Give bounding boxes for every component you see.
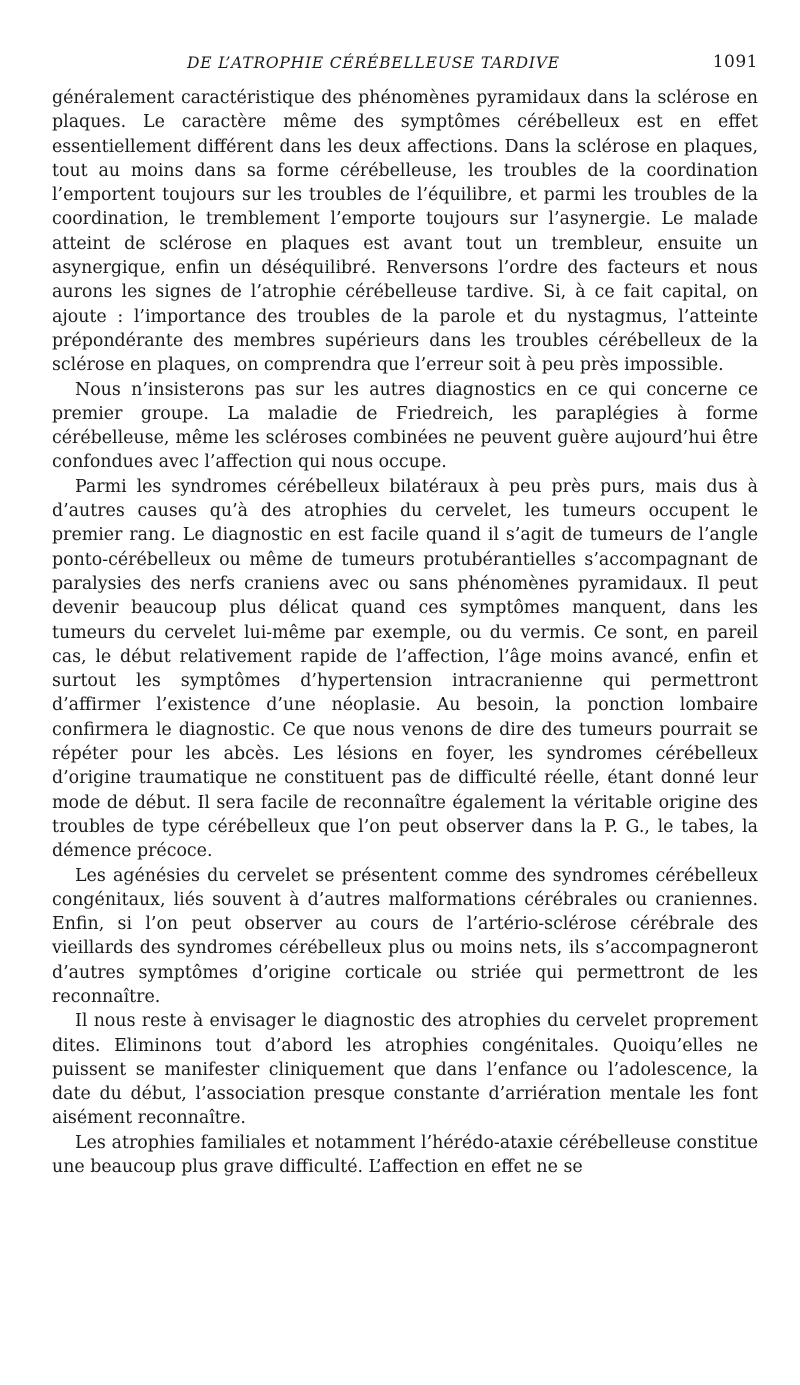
paragraph: Les agénésies du cervelet se présentent comme des syndromes cérébelleux congénitaux, liés souvent à d’autres malformations cérébrales ou craniennes. Enfin, si l’on peut observer au cours de l’artério-sclérose cérébrale des vieillards des syndromes cérébelleux plus ou moins nets, ils s’accompagneront d’autres symptômes d’origine corticale ou striée qui permettront de les reconnaître.	[52, 865, 758, 1007]
page-number: 1091	[712, 52, 758, 72]
running-head	[52, 48, 758, 78]
running-title: DE L’ATROPHIE CÉRÉBELLEUSE TARDIVE	[187, 54, 560, 72]
paragraph: Nous n’insisterons pas sur les autres diagnostics en ce qui concerne ce premier groupe. La maladie de Friedreich, les paraplégies à forme cérébelleuse, même les scléroses combinées ne peuvent guère aujourd’hui être confondues avec l’affection qui nous occupe.	[52, 379, 758, 473]
body-text	[52, 86, 758, 1179]
paragraph: généralement caractéristique des phénomènes pyramidaux dans la sclérose en plaques. Le caractère même des symptômes cérébelleux est en effet essentiellement différent dans les deux affections. Dans la sclérose en plaques, tout au moins dans sa forme cérébelleuse, les troubles de la coordination l’emportent toujours sur les troubles de l’équilibre, et parmi les troubles de la coordination, le tremblement l’emporte toujours sur l’asynergie. Le malade atteint de sclérose en plaques est avant tout un trembleur, ensuite un asynergique, enfin un déséquilibré. Renversons l’ordre des facteurs et nous aurons les signes de l’atrophie cérébelleuse tardive. Si, à ce fait capital, on ajoute : l’importance des troubles de la parole et du nystagmus, l’atteinte prépondérante des membres supérieurs dans les troubles cérébelleux de la sclérose en plaques, on comprendra que l’erreur soit à peu près impossible.	[52, 88, 758, 376]
book-page	[52, 48, 758, 1179]
paragraph: Les atrophies familiales et notamment l’hérédo-ataxie cérébelleuse constitue une beaucoup plus grave difficulté. L’affection en effet ne se	[52, 1132, 758, 1178]
paragraph: Il nous reste à envisager le diagnostic des atrophies du cervelet proprement dites. Eliminons tout d’abord les atrophies congénitales. Quoiqu’elles ne puissent se manifester cliniquement que dans l’enfance ou l’adolescence, la date du début, l’association presque constante d’arriération mentale les font aisément reconnaître.	[52, 1011, 758, 1129]
paragraph: Parmi les syndromes cérébelleux bilatéraux à peu près purs, mais dus à d’autres causes qu’à des atrophies du cervelet, les tumeurs occupent le premier rang. Le diagnostic en est facile quand il s’agit de tumeurs de l’angle ponto-cérébelleux ou même de tumeurs protubérantielles s’accompagnant de paralysies des nerfs craniens avec ou sans phénomènes pyramidaux. Il peut devenir beaucoup plus délicat quand ces symptômes manquent, dans les tumeurs du cervelet lui-même par exemple, ou du vermis. Ce sont, en pareil cas, le début relativement rapide de l’affection, l’âge moins avancé, enfin et surtout les symptômes d’hypertension intracranienne qui permettront d’affirmer l’existence d’une néoplasie. Au besoin, la ponction lombaire confirmera le diagnostic. Ce que nous venons de dire des tumeurs pourrait se répéter pour les abcès. Les lésions en foyer, les syndromes cérébelleux d’origine traumatique ne constituent pas de difficulté réelle, étant donné leur mode de début. Il sera facile de reconnaître également la véritable origine des troubles de type cérébelleux que l’on peut observer dans la P. G., le tabes, la démence précoce.	[52, 476, 758, 862]
